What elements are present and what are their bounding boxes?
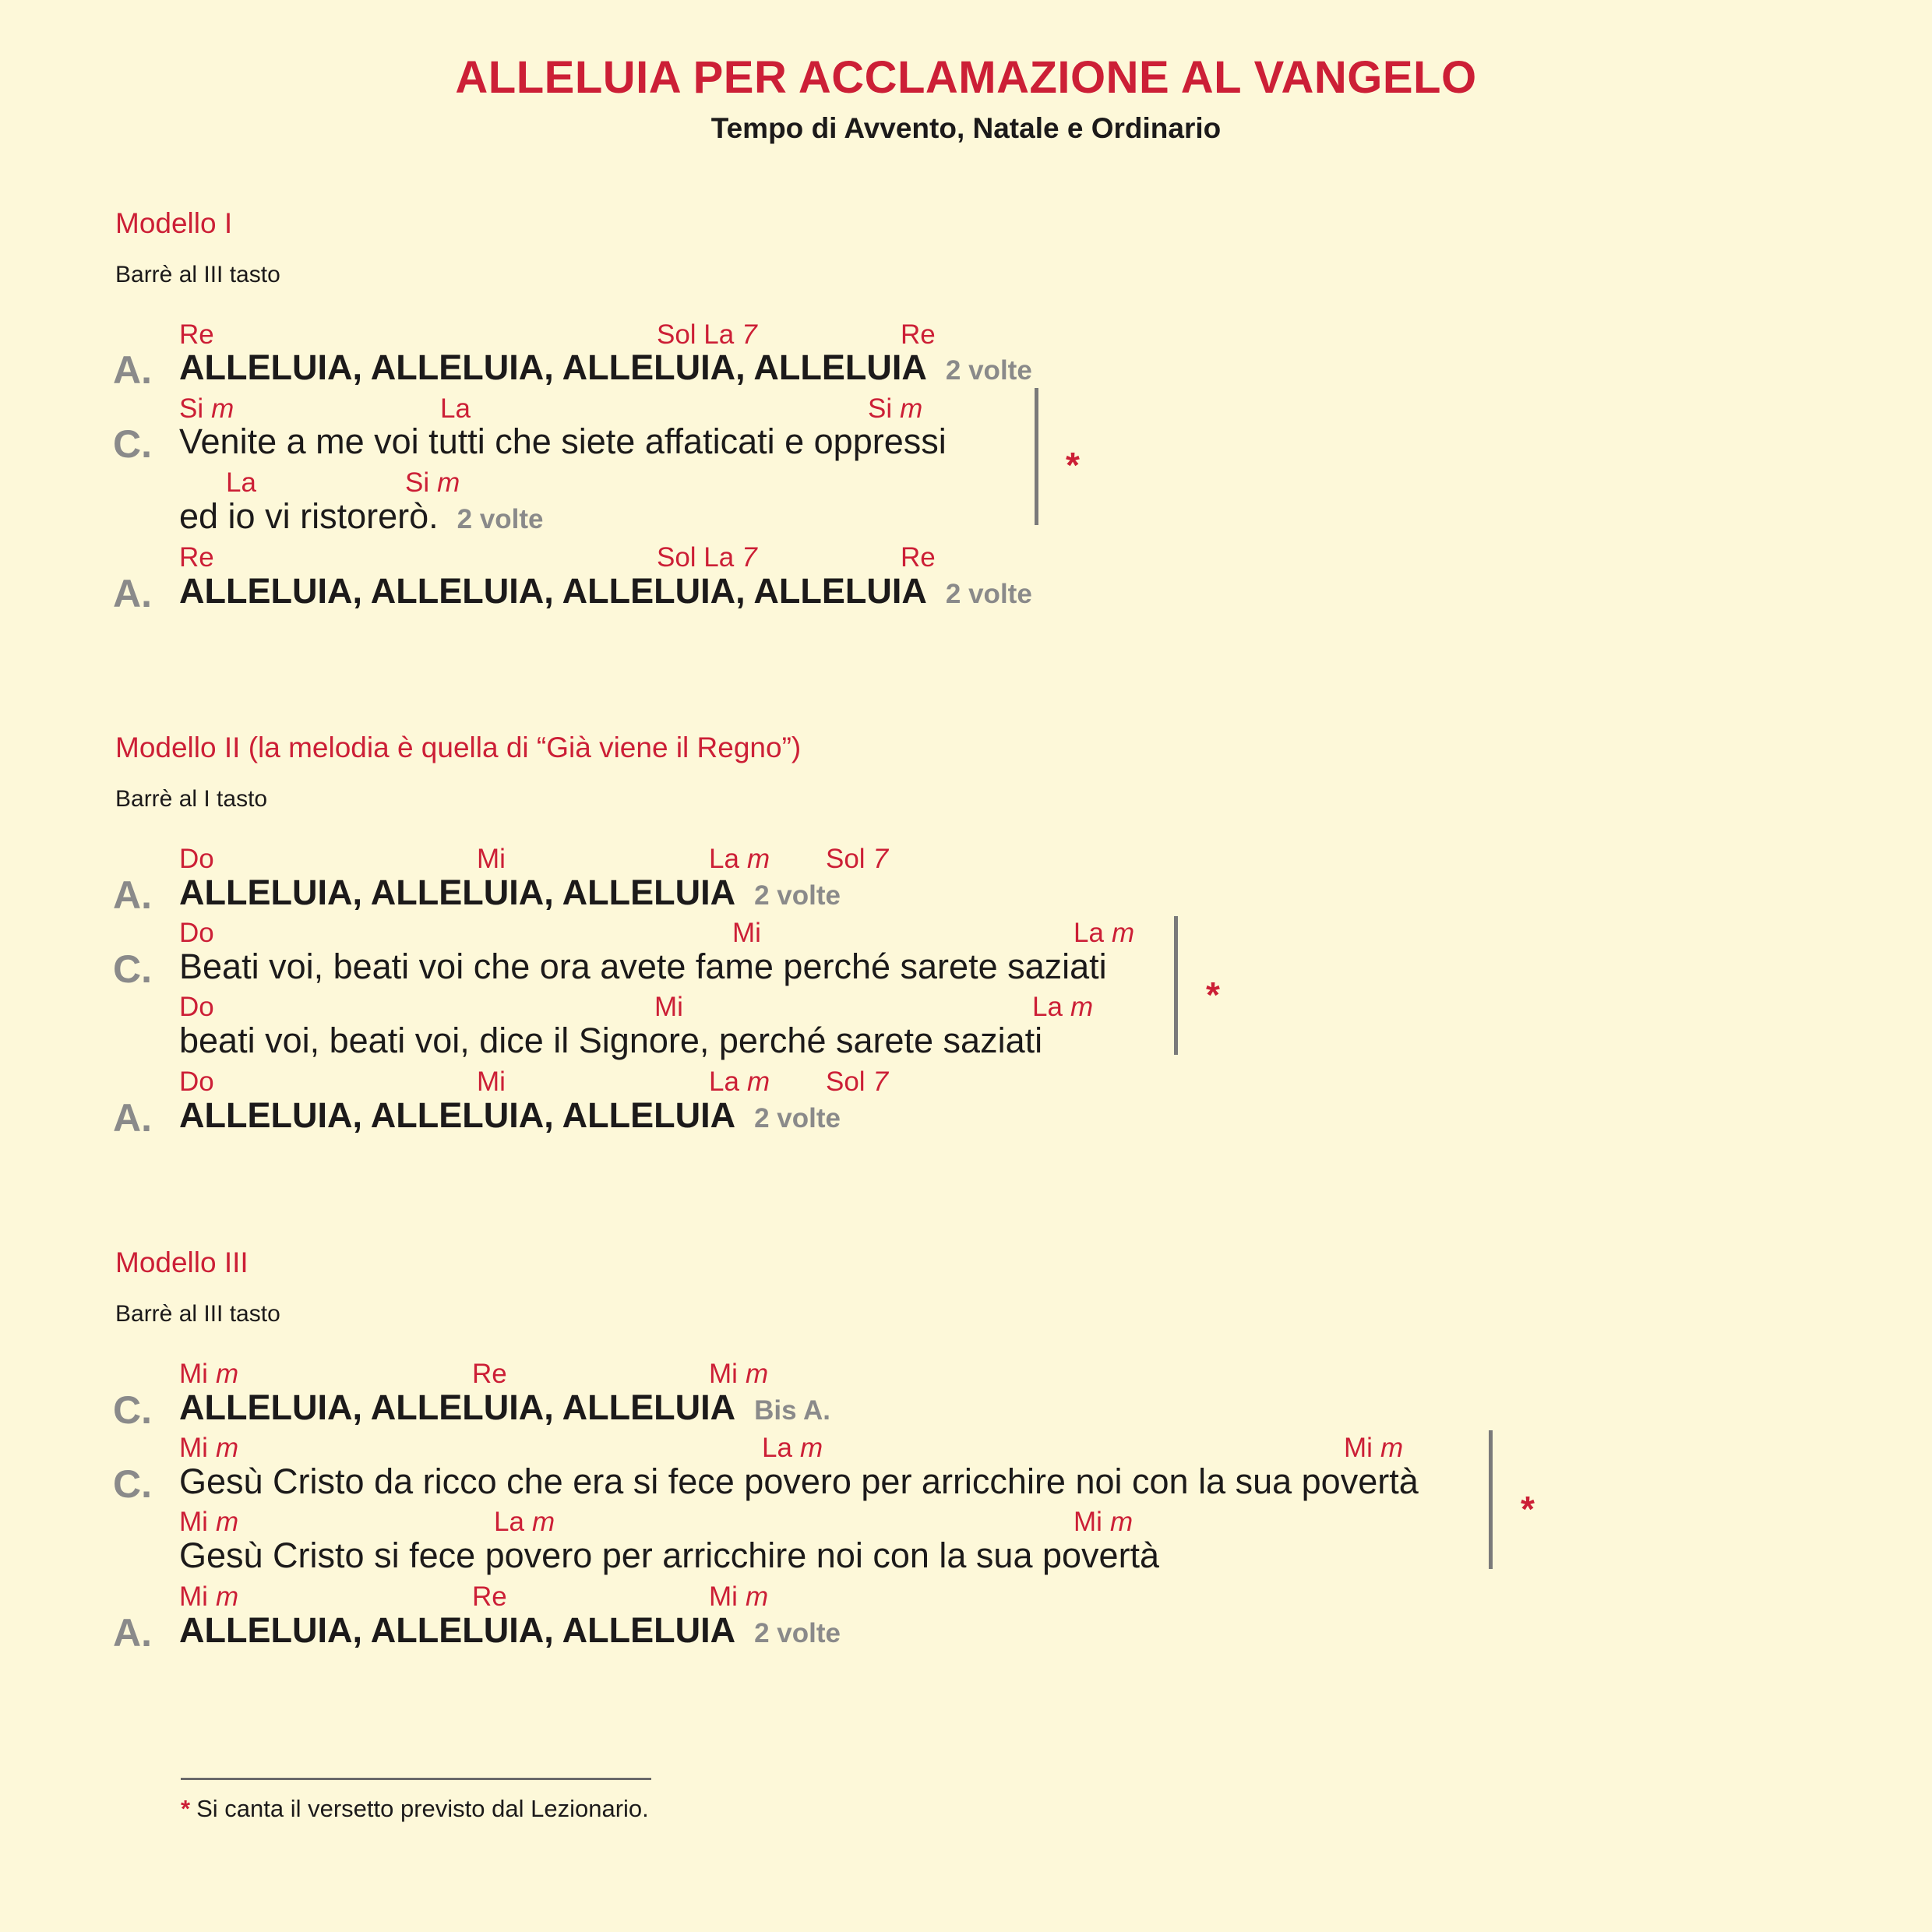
repeat-note: Bis A. [754, 1395, 830, 1426]
line-marker: A. [113, 348, 152, 392]
line-marker: A. [113, 572, 152, 615]
chord: Mi m [1074, 1507, 1133, 1537]
chord: Re [472, 1581, 507, 1612]
chord: La m [762, 1433, 823, 1463]
chord: Mi [477, 844, 506, 874]
chord: Mi [732, 918, 761, 948]
barre-note: Barrè al I tasto [115, 786, 268, 812]
lyric-line: ALLELUIA, ALLELUIA, ALLELUIA, ALLELUIA 2 volte [179, 571, 1032, 611]
chord: Re [472, 1359, 507, 1389]
chord: Si m [179, 393, 234, 424]
line-marker: A. [113, 1611, 152, 1655]
chord: La m [1074, 918, 1135, 948]
footnote [181, 1795, 649, 1823]
chord: La m [709, 1066, 770, 1097]
lyric-line: beati voi, beati voi, dice il Signore, perché sarete saziati [179, 1021, 1043, 1060]
repeat-note: 2 volte [945, 355, 1032, 386]
chord: La [226, 467, 256, 498]
chord: Do [179, 992, 214, 1022]
lyric-line: ALLELUIA, ALLELUIA, ALLELUIA, ALLELUIA 2 volte [179, 347, 1032, 387]
line-marker: C. [113, 1388, 152, 1432]
footnote-divider [181, 1778, 651, 1780]
lyric-line: ALLELUIA, ALLELUIA, ALLELUIA 2 volte [179, 1095, 841, 1135]
verse-bracket [1489, 1430, 1493, 1569]
chord: Re [179, 542, 214, 573]
lyric-line: Venite a me voi tutti che siete affaticati e oppressi [179, 421, 947, 461]
footnote-text: Si canta il versetto previsto dal Lezionario. [196, 1795, 649, 1822]
barre-note: Barrè al III tasto [115, 1301, 280, 1327]
chord: Mi m [179, 1433, 239, 1463]
chord: Mi m [709, 1581, 769, 1612]
chord: Mi [654, 992, 683, 1022]
repeat-note: 2 volte [754, 1618, 841, 1648]
verse-bracket [1174, 916, 1178, 1055]
chord: Mi m [179, 1359, 239, 1389]
lyric-line: ALLELUIA, ALLELUIA, ALLELUIA 2 volte [179, 1610, 841, 1650]
repeat-note: 2 volte [945, 579, 1032, 609]
lyric-line: ALLELUIA, ALLELUIA, ALLELUIA Bis A. [179, 1387, 830, 1427]
page-title: ALLELUIA PER ACCLAMAZIONE AL VANGELO [455, 52, 1477, 103]
footnote-star: * [1066, 445, 1080, 485]
chord: Do [179, 844, 214, 874]
chord: Sol 7 [826, 844, 889, 874]
footnote-star: * [1206, 975, 1220, 1015]
model-title: Modello I [115, 207, 233, 239]
chord: Re [901, 542, 936, 573]
lyric-line: ALLELUIA, ALLELUIA, ALLELUIA 2 volte [179, 873, 841, 912]
line-marker: C. [113, 422, 152, 466]
footnote-star: * [181, 1795, 191, 1822]
chord: Mi m [179, 1507, 239, 1537]
chord: La m [1032, 992, 1094, 1022]
chord: Do [179, 1066, 214, 1097]
repeat-note: 2 volte [754, 1103, 841, 1133]
model-title: Modello III [115, 1246, 249, 1278]
line-marker: C. [113, 1462, 152, 1506]
chord: Re [901, 319, 936, 350]
chord: Mi m [179, 1581, 239, 1612]
chord: Do [179, 918, 214, 948]
chord: Sol La 7 [657, 542, 757, 573]
repeat-note: 2 volte [457, 504, 544, 534]
line-marker: A. [113, 873, 152, 917]
chord: Mi m [1344, 1433, 1404, 1463]
repeat-note: 2 volte [754, 880, 841, 911]
verse-bracket [1035, 388, 1038, 525]
lyric-line: Gesù Cristo da ricco che era si fece povero per arricchire noi con la sua povertà [179, 1461, 1419, 1501]
barre-note: Barrè al III tasto [115, 262, 280, 287]
lyric-line: Beati voi, beati voi che ora avete fame perché sarete saziati [179, 947, 1107, 986]
chord: Mi m [709, 1359, 769, 1389]
chord: Si m [405, 467, 460, 498]
line-marker: A. [113, 1096, 152, 1140]
chord: Si m [868, 393, 923, 424]
lyric-line: ed io vi ristorerò. 2 volte [179, 496, 544, 536]
chord: Mi [477, 1066, 506, 1097]
chord: Sol 7 [826, 1066, 889, 1097]
chord: La m [709, 844, 770, 874]
chord: Sol La 7 [657, 319, 757, 350]
chord: La [440, 393, 471, 424]
lyric-line: Gesù Cristo si fece povero per arricchire noi con la sua povertà [179, 1535, 1160, 1575]
footnote-star: * [1521, 1489, 1535, 1529]
line-marker: C. [113, 947, 152, 991]
page-subtitle: Tempo di Avvento, Natale e Ordinario [710, 112, 1222, 144]
chord: La m [494, 1507, 555, 1537]
model-title: Modello II (la melodia è quella di “Già viene il Regno”) [115, 732, 802, 763]
chord: Re [179, 319, 214, 350]
